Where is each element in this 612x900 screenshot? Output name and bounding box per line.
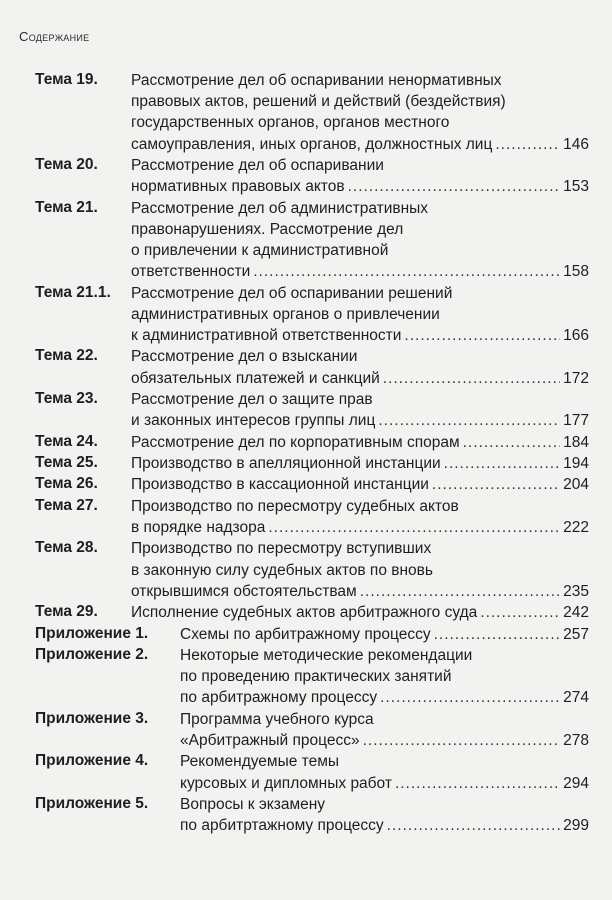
running-header: Содержание: [19, 29, 90, 44]
entry-line: Некоторые методические рекомендации: [180, 647, 473, 664]
entry-line: правовых актов, решений и действий (бездействия): [131, 93, 506, 111]
entry-line: правонарушениях. Рассмотрение дел: [131, 220, 404, 238]
entry-line: Производство по пересмотру судебных актов: [131, 497, 459, 515]
entry-label: Тема 28.: [35, 539, 98, 557]
entry-last-line: [180, 624, 589, 645]
entry-last-line: [131, 325, 589, 346]
entry-line: Рассмотрение дел об оспаривании решений: [131, 284, 453, 302]
dot-leader: [268, 517, 560, 538]
page-number: 166: [563, 327, 589, 344]
page-number: 172: [563, 369, 589, 387]
entry-line: административных органов о привлечении: [131, 305, 440, 323]
page-number: 242: [563, 604, 589, 622]
entry-last-line: [131, 602, 589, 623]
dot-leader: [463, 432, 561, 453]
page-number: 294: [563, 774, 589, 792]
dot-leader: [432, 474, 560, 495]
entry-line-text: Производство в апелляционной инстанции: [131, 455, 441, 472]
dot-leader: [495, 134, 560, 155]
entry-line-text: по арбитртажному процессу: [180, 817, 384, 835]
entry-line-text: «Арбитражный процесс»: [180, 732, 360, 749]
entry-line-text: обязательных платежей и санкций: [131, 369, 380, 387]
entry-label: Тема 23.: [35, 390, 98, 407]
entry-line-text: и законных интересов группы лиц: [131, 412, 376, 430]
entry-last-line: [131, 581, 589, 602]
dot-leader: [404, 325, 560, 346]
entry-label: Тема 21.: [35, 198, 98, 216]
entry-label: Тема 27.: [35, 496, 98, 514]
entry-label: Приложение 4.: [35, 752, 149, 770]
dot-leader: [360, 581, 560, 602]
entry-line: Производство по пересмотру вступивших: [131, 540, 432, 558]
entry-label: Тема 20.: [35, 156, 98, 173]
entry-line: Рассмотрение дел о защите прав: [131, 391, 373, 408]
page-number: 204: [563, 476, 589, 494]
entry-line: Рассмотрение дел об оспаривании ненормативных: [131, 72, 502, 89]
entry-label: Тема 22.: [35, 347, 98, 365]
page-number: 278: [563, 732, 589, 749]
entry-line: Вопросы к экзамену: [180, 796, 326, 813]
dot-leader: [387, 815, 560, 836]
page-number: 235: [563, 582, 589, 600]
entry-line: Рассмотрение дел об административных: [131, 199, 429, 217]
page-number: 257: [563, 625, 589, 643]
entry-last-line: [131, 432, 589, 453]
entry-label: Тема 19.: [35, 71, 98, 88]
page-number: 153: [563, 178, 589, 196]
entry-label: Приложение 1.: [35, 624, 149, 642]
entry-line-text: ответственности: [131, 263, 251, 281]
entry-label: Тема 29.: [35, 603, 98, 621]
dot-leader: [363, 730, 561, 751]
entry-label: Приложение 2.: [35, 646, 149, 663]
entry-last-line: [180, 773, 589, 794]
entry-last-line: [180, 730, 589, 751]
entry-label: Приложение 5.: [35, 795, 149, 812]
dot-leader: [480, 602, 560, 623]
page-number: 158: [563, 263, 589, 281]
entry-line-text: в порядке надзора: [131, 519, 266, 536]
dot-leader: [444, 453, 560, 474]
entry-line-text: самоуправления, иных органов, должностных лиц: [131, 135, 493, 153]
entry-label: Приложение 3.: [35, 709, 149, 727]
entry-line: о привлечении к административной: [131, 242, 389, 259]
entry-label: Тема 25.: [35, 454, 98, 471]
page-number: 299: [563, 817, 589, 835]
entry-label: Тема 24.: [35, 432, 98, 450]
entry-line-text: открывшимся обстоятельствам: [131, 582, 357, 600]
dot-leader: [378, 410, 560, 431]
entry-line-text: Исполнение судебных актов арбитражного суда: [131, 604, 478, 622]
dot-leader: [253, 261, 560, 282]
page-number: 177: [563, 412, 589, 430]
dot-leader: [434, 624, 561, 645]
entry-last-line: [131, 261, 589, 282]
page-number: 194: [563, 455, 589, 472]
entry-line-text: Производство в кассационной инстанции: [131, 476, 429, 494]
entry-line-text: нормативных правовых актов: [131, 178, 345, 196]
page-number: 222: [563, 519, 589, 536]
entry-label: Тема 26.: [35, 475, 98, 493]
entry-line-text: Схемы по арбитражному процессу: [180, 625, 431, 643]
entry-line: государственных органов, органов местного: [131, 114, 450, 132]
entry-last-line: [131, 368, 589, 389]
dot-leader: [380, 687, 560, 708]
entry-line: Рекомендуемые темы: [180, 753, 339, 771]
page-number: 146: [563, 135, 589, 153]
entry-last-line: [131, 176, 589, 197]
entry-line-text: Рассмотрение дел по корпоративным спорам: [131, 433, 460, 451]
dot-leader: [383, 368, 560, 389]
entry-last-line: [131, 474, 589, 495]
dot-leader: [395, 773, 560, 794]
entry-last-line: [180, 687, 589, 708]
page-number: 274: [563, 689, 589, 707]
page-number: 184: [563, 433, 589, 451]
entry-last-line: [131, 410, 589, 431]
entry-line-text: к административной ответственности: [131, 327, 402, 344]
entry-last-line: [131, 453, 589, 474]
entry-line: по проведению практических занятий: [180, 668, 452, 686]
entry-label: Тема 21.1.: [35, 283, 111, 301]
entry-line: в законную силу судебных актов по вновь: [131, 561, 433, 579]
entry-line-text: курсовых и дипломных работ: [180, 774, 392, 792]
entry-line: Рассмотрение дел о взыскании: [131, 348, 358, 366]
entry-line-text: по арбитражному процессу: [180, 689, 378, 707]
entry-line: Рассмотрение дел об оспаривании: [131, 157, 384, 174]
entry-last-line: [131, 517, 589, 538]
entry-last-line: [180, 815, 589, 836]
dot-leader: [348, 176, 561, 197]
entry-line: Программа учебного курса: [180, 710, 374, 728]
entry-last-line: [131, 134, 589, 155]
